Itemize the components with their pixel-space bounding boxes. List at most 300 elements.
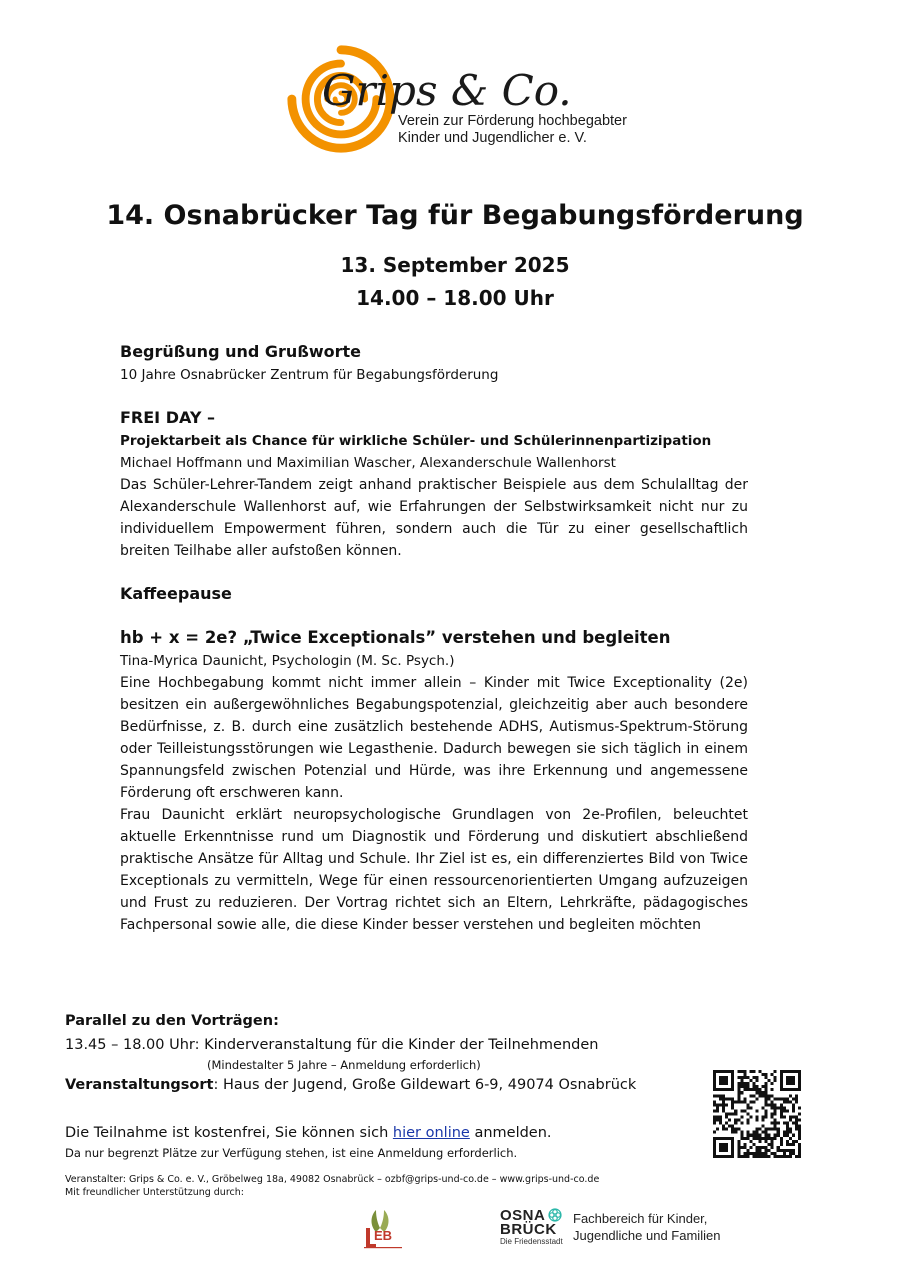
qr-module [798, 1143, 801, 1146]
qr-module [725, 1088, 728, 1091]
qr-module [731, 1082, 734, 1085]
qr-module [743, 1143, 746, 1146]
qr-module [789, 1131, 792, 1134]
qr-module [734, 1112, 737, 1115]
department-line-2: Jugendliche und Familien [573, 1228, 721, 1243]
qr-module [743, 1070, 746, 1073]
qr-module [755, 1128, 758, 1131]
qr-module [725, 1097, 728, 1100]
qr-module [731, 1106, 734, 1109]
qr-module [725, 1076, 728, 1079]
qr-module [786, 1100, 789, 1103]
venue [65, 1074, 705, 1096]
qr-module [740, 1109, 743, 1112]
qr-module [780, 1097, 783, 1100]
qr-module [722, 1088, 725, 1091]
qr-module [783, 1131, 786, 1134]
qr-module [743, 1100, 746, 1103]
qr-module [740, 1076, 743, 1079]
page-title: 14. Osnabrücker Tag für Begabungsförderung [106, 200, 804, 231]
qr-module [771, 1143, 774, 1146]
qr-module [771, 1140, 774, 1143]
qr-module [798, 1128, 801, 1131]
qr-module [746, 1106, 749, 1109]
qr-module [765, 1100, 768, 1103]
qr-module [798, 1076, 801, 1079]
qr-module [713, 1149, 716, 1152]
qr-module [746, 1076, 749, 1079]
qr-module [719, 1122, 722, 1125]
qr-module [725, 1112, 728, 1115]
qr-module [740, 1155, 743, 1158]
qr-module [755, 1149, 758, 1152]
qr-module [795, 1125, 798, 1128]
qr-module [789, 1116, 792, 1119]
qr-module [713, 1076, 716, 1079]
qr-module [725, 1070, 728, 1073]
qr-module [755, 1152, 758, 1155]
qr-module [780, 1079, 783, 1082]
qr-module [789, 1137, 792, 1140]
qr-module [740, 1146, 743, 1149]
qr-module [731, 1143, 734, 1146]
qr-module [780, 1140, 783, 1143]
qr-module [713, 1152, 716, 1155]
qr-module [765, 1094, 768, 1097]
qr-module [789, 1155, 792, 1158]
qr-module [734, 1109, 737, 1112]
qr-module [716, 1119, 719, 1122]
qr-module [713, 1155, 716, 1158]
qr-module [734, 1122, 737, 1125]
qr-code-icon [713, 1070, 801, 1158]
qr-module [780, 1155, 783, 1158]
qr-module [737, 1149, 740, 1152]
qr-module [737, 1070, 740, 1073]
qr-module [743, 1088, 746, 1091]
qr-module [792, 1152, 795, 1155]
qr-module [749, 1070, 752, 1073]
registration-text-after: anmelden. [469, 1125, 552, 1141]
qr-module [786, 1079, 789, 1082]
qr-module [795, 1094, 798, 1097]
qr-module [780, 1082, 783, 1085]
qr-module [752, 1134, 755, 1137]
registration-text-before: Die Teilnahme ist kostenfrei, Sie können sich [65, 1125, 393, 1141]
qr-module [728, 1155, 731, 1158]
qr-module [759, 1137, 762, 1140]
qr-module [722, 1106, 725, 1109]
qr-module [789, 1076, 792, 1079]
qr-module [716, 1070, 719, 1073]
min-age-note: (Mindestalter 5 Jahre – Anmeldung erforderlich) [207, 1058, 481, 1072]
qr-module [731, 1125, 734, 1128]
freiday-description: Das Schüler-Lehrer-Tandem zeigt anhand praktischer Beispiele aus dem Schulalltag der Alexanderschule Wallenhorst auf, wie Erfahrungen der Selbstwirksamkeit nicht nur zu individuellem Empowerment führen, sondern auch die Tür zu einer gesellschaftlich breiten Teilhabe aller aufstoßen können. [120, 477, 748, 559]
qr-module [765, 1082, 768, 1085]
talk-paragraph-1: Eine Hochbegabung kommt nicht immer allein – Kinder mit Twice Exceptionality (2e) besitzen ein außergewöhnliches Begabungspotenzial, gleichzeitig aber auch besondere Bedürfnisse, z. B. durch eine zusätzlich bestehende ADHS, Autismus-Spektrum-Störung oder Teilleistungsstörungen wie Legasthenie. Dadurch bewegen sie sich täglich in einem Spannungsfeld zwischen Potenzial und Hürde, was ihre Erkennung und angemessene Förderung oft erschweren kann. [120, 675, 748, 801]
qr-module [731, 1100, 734, 1103]
qr-module [774, 1112, 777, 1115]
event-time: 14.00 – 18.00 Uhr [356, 286, 554, 310]
qr-module [789, 1082, 792, 1085]
qr-module [719, 1079, 722, 1082]
qr-module [768, 1149, 771, 1152]
qr-module [734, 1128, 737, 1131]
qr-module [759, 1155, 762, 1158]
qr-module [740, 1131, 743, 1134]
qr-module [780, 1106, 783, 1109]
qr-module [765, 1140, 768, 1143]
qr-module [783, 1116, 786, 1119]
qr-module [722, 1143, 725, 1146]
qr-module [755, 1109, 758, 1112]
parallel-info [65, 1010, 705, 1096]
qr-module [728, 1070, 731, 1073]
qr-module [713, 1131, 716, 1134]
qr-module [792, 1088, 795, 1091]
qr-module [762, 1155, 765, 1158]
qr-module [725, 1137, 728, 1140]
qr-module [728, 1137, 731, 1140]
qr-module [786, 1155, 789, 1158]
qr-module [755, 1116, 758, 1119]
qr-module [734, 1131, 737, 1134]
qr-module [792, 1070, 795, 1073]
qr-module [740, 1085, 743, 1088]
qr-module [743, 1076, 746, 1079]
qr-module [725, 1116, 728, 1119]
qr-module [774, 1125, 777, 1128]
qr-module [774, 1122, 777, 1125]
qr-module [719, 1119, 722, 1122]
qr-module [792, 1076, 795, 1079]
logo-name: Grips & Co. [322, 66, 572, 115]
qr-module [792, 1134, 795, 1137]
qr-module [740, 1116, 743, 1119]
qr-module [731, 1131, 734, 1134]
organizer-footer [65, 1173, 845, 1199]
osna-tagline: Die Friedensstadt [500, 1237, 563, 1246]
qr-module [783, 1134, 786, 1137]
talk-heading: hb + x = 2e? „Twice Exceptionals” verstehen und begleiten [120, 628, 671, 647]
qr-module [798, 1137, 801, 1140]
qr-module [749, 1134, 752, 1137]
qr-module [798, 1085, 801, 1088]
qr-module [719, 1076, 722, 1079]
logo-subtitle-line-2: Kinder und Jugendlicher e. V. [398, 130, 587, 146]
qr-module [759, 1140, 762, 1143]
welcome-text: 10 Jahre Osnabrücker Zentrum für Begabungsförderung [120, 367, 499, 383]
qr-module [774, 1119, 777, 1122]
qr-module [743, 1109, 746, 1112]
osna-line-2: BRÜCK [500, 1221, 557, 1238]
qr-module [765, 1116, 768, 1119]
parallel-heading: Parallel zu den Vorträgen: [65, 1013, 279, 1029]
qr-module [722, 1094, 725, 1097]
qr-module [716, 1103, 719, 1106]
qr-module [786, 1134, 789, 1137]
event-date: 13. September 2025 [340, 253, 570, 277]
qr-module [731, 1079, 734, 1082]
qr-module [749, 1140, 752, 1143]
logo-subtitle [398, 113, 627, 147]
qr-module [768, 1137, 771, 1140]
qr-module [731, 1112, 734, 1115]
qr-module [777, 1097, 780, 1100]
qr-module [713, 1103, 716, 1106]
qr-module [737, 1085, 740, 1088]
qr-module [722, 1146, 725, 1149]
qr-module [771, 1146, 774, 1149]
qr-module [728, 1097, 731, 1100]
qr-module [725, 1155, 728, 1158]
qr-module [795, 1122, 798, 1125]
qr-module [740, 1100, 743, 1103]
qr-module [792, 1143, 795, 1146]
qr-module [759, 1094, 762, 1097]
qr-module [774, 1137, 777, 1140]
qr-module [768, 1128, 771, 1131]
qr-module [752, 1152, 755, 1155]
qr-module [719, 1070, 722, 1073]
qr-module [780, 1143, 783, 1146]
qr-module [762, 1152, 765, 1155]
qr-module [737, 1155, 740, 1158]
qr-module [749, 1094, 752, 1097]
qr-module [774, 1097, 777, 1100]
qr-module [740, 1122, 743, 1125]
qr-module [746, 1112, 749, 1115]
qr-module [737, 1091, 740, 1094]
qr-module [765, 1128, 768, 1131]
qr-module [713, 1109, 716, 1112]
qr-module [783, 1097, 786, 1100]
qr-module [737, 1119, 740, 1122]
qr-module [737, 1094, 740, 1097]
qr-module [731, 1070, 734, 1073]
qr-module [798, 1152, 801, 1155]
qr-module [783, 1106, 786, 1109]
qr-module [716, 1137, 719, 1140]
qr-module [771, 1073, 774, 1076]
qr-module [774, 1079, 777, 1082]
qr-module [719, 1097, 722, 1100]
qr-module [743, 1073, 746, 1076]
qr-module [719, 1143, 722, 1146]
qr-module [725, 1146, 728, 1149]
qr-module [713, 1088, 716, 1091]
qr-module [780, 1073, 783, 1076]
qr-module [789, 1079, 792, 1082]
qr-module [722, 1137, 725, 1140]
qr-module [795, 1100, 798, 1103]
qr-module [771, 1122, 774, 1125]
qr-module [786, 1082, 789, 1085]
qr-module [795, 1155, 798, 1158]
qr-module [731, 1149, 734, 1152]
qr-module [786, 1070, 789, 1073]
department-name [573, 1210, 720, 1244]
qr-module [719, 1103, 722, 1106]
qr-module [780, 1088, 783, 1091]
qr-module [789, 1149, 792, 1152]
qr-module [798, 1088, 801, 1091]
qr-module [789, 1088, 792, 1091]
qr-module [789, 1100, 792, 1103]
qr-module [746, 1082, 749, 1085]
qr-module [734, 1119, 737, 1122]
qr-module [783, 1100, 786, 1103]
qr-module [783, 1152, 786, 1155]
qr-module [765, 1109, 768, 1112]
qr-module [798, 1155, 801, 1158]
qr-module [725, 1149, 728, 1152]
qr-module [765, 1088, 768, 1091]
qr-module [749, 1116, 752, 1119]
qr-module [762, 1094, 765, 1097]
qr-module [731, 1152, 734, 1155]
qr-module [774, 1155, 777, 1158]
qr-module [740, 1082, 743, 1085]
qr-module [743, 1152, 746, 1155]
qr-module [771, 1112, 774, 1115]
qr-module [762, 1137, 765, 1140]
qr-module [731, 1146, 734, 1149]
qr-module [765, 1112, 768, 1115]
qr-module [716, 1109, 719, 1112]
qr-module [746, 1155, 749, 1158]
qr-module [746, 1122, 749, 1125]
qr-module [759, 1128, 762, 1131]
qr-module [728, 1088, 731, 1091]
qr-module [768, 1155, 771, 1158]
welcome-heading: Begrüßung und Grußworte [120, 342, 361, 361]
qr-module [789, 1143, 792, 1146]
qr-module [789, 1070, 792, 1073]
qr-module [752, 1137, 755, 1140]
qr-module [716, 1088, 719, 1091]
qr-module [749, 1088, 752, 1091]
qr-module [713, 1143, 716, 1146]
qr-module [789, 1094, 792, 1097]
qr-module [771, 1094, 774, 1097]
qr-module [713, 1094, 716, 1097]
qr-module [765, 1146, 768, 1149]
section-break [120, 582, 748, 606]
qr-module [765, 1152, 768, 1155]
support-text: Mit freundlicher Unterstützung durch: [65, 1187, 244, 1198]
qr-module [725, 1079, 728, 1082]
osna-line-1: OSNA [500, 1207, 546, 1224]
qr-module [798, 1070, 801, 1073]
qr-module [746, 1088, 749, 1091]
registration-line [65, 1122, 685, 1144]
qr-module [762, 1091, 765, 1094]
qr-module [731, 1073, 734, 1076]
qr-module [765, 1076, 768, 1079]
registration-link[interactable]: hier online [392, 1125, 470, 1141]
qr-module [743, 1155, 746, 1158]
qr-module [786, 1131, 789, 1134]
qr-module [713, 1122, 716, 1125]
qr-module [728, 1125, 731, 1128]
qr-module [749, 1079, 752, 1082]
qr-module [752, 1085, 755, 1088]
leb-label: EB [374, 1228, 393, 1243]
qr-module [792, 1082, 795, 1085]
qr-module [746, 1137, 749, 1140]
qr-module [777, 1131, 780, 1134]
qr-module [737, 1097, 740, 1100]
qr-module [792, 1116, 795, 1119]
qr-module [792, 1106, 795, 1109]
venue-address: : Haus der Jugend, Große Gildewart 6-9, 49074 Osnabrück [213, 1077, 637, 1093]
qr-module [765, 1131, 768, 1134]
qr-module [716, 1116, 719, 1119]
qr-module [762, 1106, 765, 1109]
qr-module [798, 1149, 801, 1152]
qr-module [768, 1134, 771, 1137]
qr-module [768, 1094, 771, 1097]
qr-module [731, 1103, 734, 1106]
qr-module [792, 1109, 795, 1112]
qr-module [719, 1116, 722, 1119]
qr-module [737, 1152, 740, 1155]
qr-module [743, 1082, 746, 1085]
qr-module [798, 1106, 801, 1109]
qr-module [780, 1112, 783, 1115]
section-welcome [120, 340, 748, 386]
qr-module [737, 1146, 740, 1149]
qr-module [755, 1097, 758, 1100]
qr-module [755, 1076, 758, 1079]
qr-module [713, 1070, 716, 1073]
qr-module [786, 1109, 789, 1112]
qr-module [716, 1155, 719, 1158]
qr-module [759, 1091, 762, 1094]
organizer-text: Veranstalter: Grips & Co. e. V., Gröbelweg 18a, 49082 Osnabrück – ozbf@grips-und-co.de – www.grips-und-co.de [65, 1174, 600, 1185]
qr-module [713, 1085, 716, 1088]
qr-module [771, 1116, 774, 1119]
qr-module [759, 1149, 762, 1152]
qr-module [749, 1146, 752, 1149]
qr-module [786, 1122, 789, 1125]
qr-module [771, 1082, 774, 1085]
qr-module [783, 1149, 786, 1152]
qr-module [713, 1116, 716, 1119]
qr-module [765, 1073, 768, 1076]
qr-module [765, 1134, 768, 1137]
qr-module [777, 1106, 780, 1109]
qr-module [795, 1097, 798, 1100]
qr-module [713, 1137, 716, 1140]
qr-module [792, 1122, 795, 1125]
qr-module [792, 1149, 795, 1152]
qr-module [728, 1119, 731, 1122]
qr-module [731, 1155, 734, 1158]
qr-module [716, 1128, 719, 1131]
qr-module [737, 1128, 740, 1131]
qr-module [774, 1128, 777, 1131]
qr-module [792, 1140, 795, 1143]
qr-module [755, 1134, 758, 1137]
qr-module [765, 1137, 768, 1140]
qr-module [722, 1100, 725, 1103]
freiday-heading: FREI DAY – [120, 408, 215, 427]
qr-module [713, 1146, 716, 1149]
freiday-subheading: Projektarbeit als Chance für wirkliche Schüler- und Schülerinnenpartizipation [120, 433, 712, 449]
qr-module [771, 1152, 774, 1155]
